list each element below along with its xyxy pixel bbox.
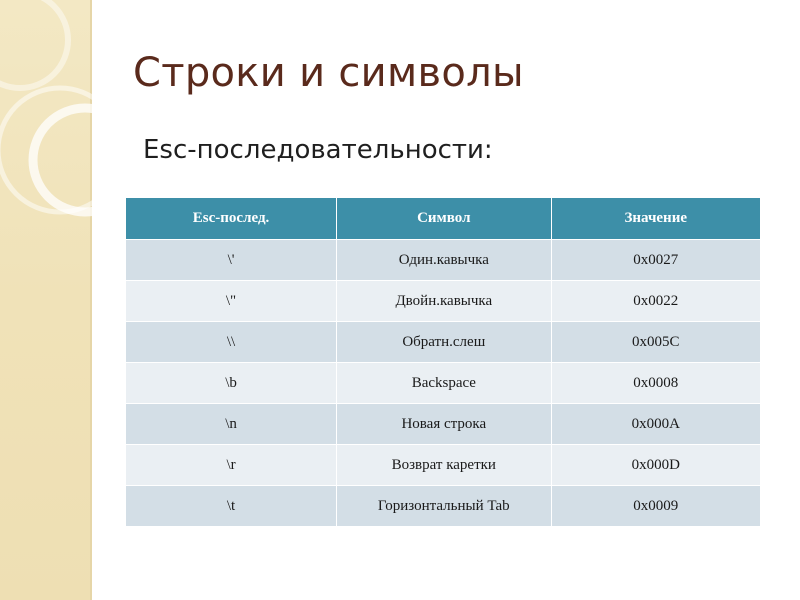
escape-sequences-table <box>125 197 761 527</box>
header-esc-sequence: Esc-послед. <box>126 198 337 240</box>
cell-esc: \' <box>126 240 337 281</box>
cell-value: 0x000A <box>551 404 761 445</box>
decorative-circle <box>0 0 68 88</box>
table-row <box>126 322 761 363</box>
cell-esc: \" <box>126 281 337 322</box>
cell-symbol: Новая строка <box>337 404 551 445</box>
header-value: Значение <box>551 198 761 240</box>
table-row <box>126 240 761 281</box>
cell-esc: \n <box>126 404 337 445</box>
cell-symbol: Один.кавычка <box>337 240 551 281</box>
table-row <box>126 486 761 527</box>
cell-symbol: Двойн.кавычка <box>337 281 551 322</box>
cell-value: 0x005C <box>551 322 761 363</box>
cell-value: 0x000D <box>551 445 761 486</box>
decorative-circle <box>0 88 122 212</box>
cell-esc: \\ <box>126 322 337 363</box>
cell-esc: \b <box>126 363 337 404</box>
cell-value: 0x0009 <box>551 486 761 527</box>
cell-symbol: Горизонтальный Tab <box>337 486 551 527</box>
table-row <box>126 404 761 445</box>
cell-value: 0x0008 <box>551 363 761 404</box>
cell-symbol: Backspace <box>337 363 551 404</box>
header-symbol: Символ <box>337 198 551 240</box>
cell-value: 0x0027 <box>551 240 761 281</box>
cell-symbol: Обратн.слеш <box>337 322 551 363</box>
cell-esc: \r <box>126 445 337 486</box>
table-row <box>126 363 761 404</box>
cell-esc: \t <box>126 486 337 527</box>
table-row <box>126 445 761 486</box>
cell-value: 0x0022 <box>551 281 761 322</box>
table-row <box>126 281 761 322</box>
slide-subtitle: Esc-последовательности: <box>143 135 493 165</box>
cell-symbol: Возврат каретки <box>337 445 551 486</box>
slide-title: Строки и символы <box>133 50 524 96</box>
table-header-row <box>126 198 761 240</box>
